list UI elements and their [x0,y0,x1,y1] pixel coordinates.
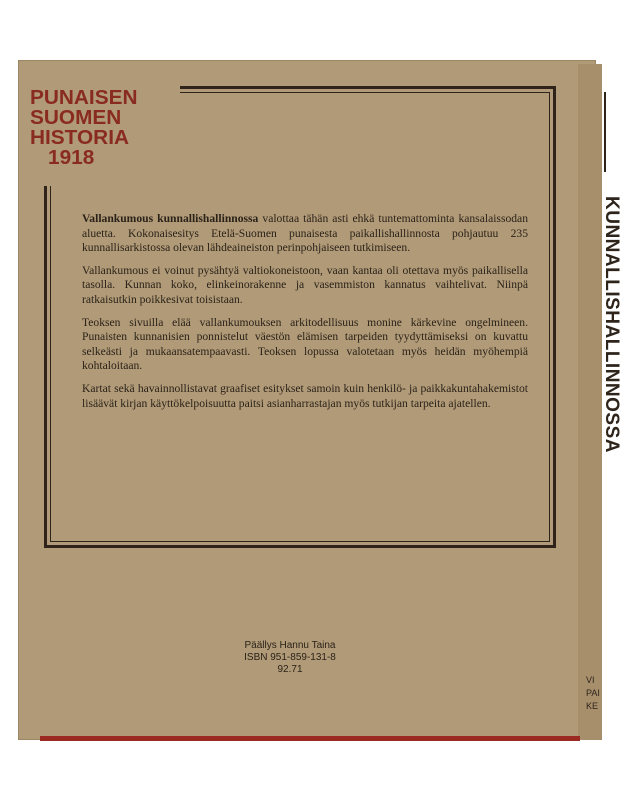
blurb-paragraph-2: Vallankumous ei voinut pysähtyä valtiokoneistoon, vaan kantaa oli otettava myös paikallisella tasolla. Kunnan koko, elinkeinorakenne ja vasemmiston kannatus vaihtelivat. Niinpä ratkaisutkin poikkesivat toisistaan. [82,263,528,306]
blurb-lead: Vallankumous kunnallishallinnossa [82,212,259,225]
spine-foot-text [586,674,618,713]
series-title-line-3: HISTORIA [30,127,130,149]
blurb-paragraph-1-body: valottaa tähän asti ehkä tuntemattominta kansalaissodan aluetta. Kokonaisesitys Etelä-Suomen punaisesta paikallishallinnosta pohjautuu 235 kunnallisarkistossa olevan lähdeaineiston perinpohjaiseen tutkimiseen. [82,212,528,255]
series-title-year: 1918 [48,147,95,169]
classification-code: 92.71 [277,664,303,675]
series-title-line-1: PUNAISEN [30,87,138,109]
blurb-paragraph-4: Kartat sekä havainnollistavat graafiset esitykset samoin kuin henkilö- ja paikkakuntahakemistot lisäävät kirjan käyttökelpoisuutta paitsi asianharrastajan myös tutkijan tarpeita ajatellen. [82,381,528,410]
cover-bottom-edge [40,736,580,741]
blurb-text [82,212,528,419]
spine-foot-line-3: KE [586,701,599,711]
spine-foot-line-2: PAI [586,688,600,698]
credits-block [200,640,380,676]
spine-foot-line-1: VI [586,675,595,685]
blurb-paragraph-3: Teoksen sivuilla elää vallankumouksen arkitodellisuus monine kärkevine ongelmineen. Punaisten kunnanisien ponnistelut väestön elämisen tarpeiden tyydyttämiseksi on kuvattu selkeästi ja mukaansatempaavasti. Teoksen lopussa valotetaan myös heidän myöhempiä kohtaloitaan. [82,315,528,373]
spine-frame-mark [590,92,606,172]
isbn: ISBN 951-859-131-8 [244,652,336,663]
spine-title: KUNNALLISHALLINNOSSA [601,196,622,453]
cover-designer: Päällys Hannu Taina [244,640,336,651]
blurb-paragraph-1 [82,212,528,256]
series-title-line-2: SUOMEN [30,107,122,129]
